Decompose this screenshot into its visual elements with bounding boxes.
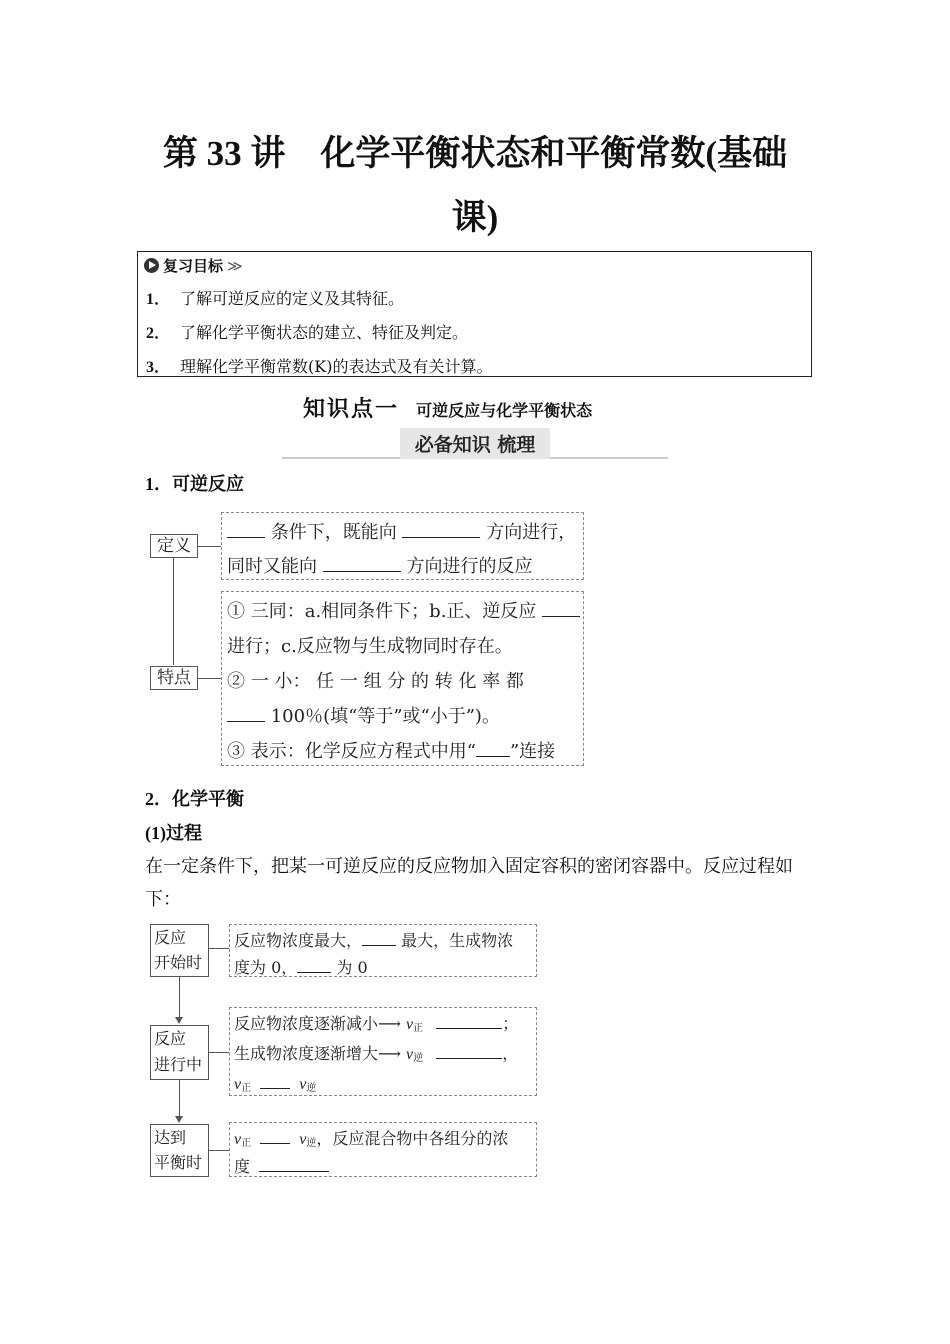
heading-process: (1)过程 <box>145 823 202 843</box>
arrow-line <box>179 1080 180 1116</box>
blank[interactable] <box>436 1042 502 1059</box>
section-subtitle-banner: 必备知识 梳理 <box>282 428 668 460</box>
tag-stage-equilibrium: 达到 平衡时 <box>150 1124 209 1177</box>
blank[interactable] <box>476 738 510 757</box>
section-header: 知识点一 可逆反应与化学平衡状态 <box>303 397 593 422</box>
definition-box: 条件下，既能向 方向进行， 同时又能向 方向进行的反应 <box>221 512 584 580</box>
blank[interactable] <box>297 956 331 973</box>
page-title-line1: 第 33 讲 化学平衡状态和平衡常数(基础 <box>162 134 788 173</box>
feature-box: ① 三同：a.相同条件下；b.正、逆反应 进行；c.反应物与生成物同时存在。 ② 一 小： 任 一 组 分 的 转 化 率 都 100％(填“等于”或“小于”)。 ③ 表示：化学反应方程式中用“ ”连接 <box>221 591 584 766</box>
connector-line <box>209 948 229 949</box>
play-icon <box>144 258 159 273</box>
tag-stage-progress: 反应 进行中 <box>150 1025 209 1080</box>
stage-equilibrium-box: $v_正$ $v_逆$，反应混合物中各组分的浓 度 <box>229 1122 537 1177</box>
heading-reversible: 1．可逆反应 <box>145 474 244 494</box>
blank[interactable] <box>260 1127 290 1144</box>
connector-line <box>209 1052 229 1053</box>
goal-item: 1． 了解可逆反应的定义及其特征。 <box>146 289 405 308</box>
tag-feature: 特点 <box>150 666 198 690</box>
stage-progress-box: 反应物浓度逐渐减小⟶ $v_正$ ； 生成物浓度逐渐增大⟶ $v_逆$ ， $v_正$ $v_逆$ <box>229 1007 537 1096</box>
stage-start-box: 反应物浓度最大， 最大，生成物浓 度为 0， 为 0 <box>229 924 537 977</box>
goal-item: 2． 了解化学平衡状态的建立、特征及判定。 <box>146 323 469 342</box>
arrow-down-icon <box>175 1017 183 1024</box>
connector-line <box>198 678 221 679</box>
blank[interactable] <box>362 929 396 946</box>
double-chevron-icon: ≫ <box>227 256 243 275</box>
arrow-right-icon: ⟶ <box>378 1014 401 1033</box>
tag-definition: 定义 <box>150 534 198 558</box>
tag-stage-start: 反应 开始时 <box>150 924 209 977</box>
blank[interactable] <box>436 1012 502 1029</box>
blank[interactable] <box>402 519 480 538</box>
arrow-line <box>179 977 180 1017</box>
blank[interactable] <box>260 1072 290 1089</box>
blank[interactable] <box>259 1155 329 1172</box>
connector-line <box>173 557 174 665</box>
connector-line <box>198 546 221 547</box>
goal-item: 3． 理解化学平衡常数(K)的表达式及有关计算。 <box>146 357 493 376</box>
process-paragraph: 在一定条件下，把某一可逆反应的反应物加入固定容积的密闭容器中。反应过程如下： <box>145 856 793 910</box>
blank[interactable] <box>323 553 401 572</box>
goals-heading: 复习目标 ≫ <box>144 255 243 276</box>
blank[interactable] <box>227 703 265 722</box>
blank[interactable] <box>227 519 265 538</box>
blank[interactable] <box>542 598 580 617</box>
arrow-down-icon <box>175 1116 183 1123</box>
page-title-line2: 课) <box>451 198 499 237</box>
heading-equilibrium: 2．化学平衡 <box>145 789 244 809</box>
arrow-right-icon: ⟶ <box>378 1044 401 1063</box>
review-goals-box <box>137 251 812 377</box>
connector-line <box>209 1150 229 1151</box>
